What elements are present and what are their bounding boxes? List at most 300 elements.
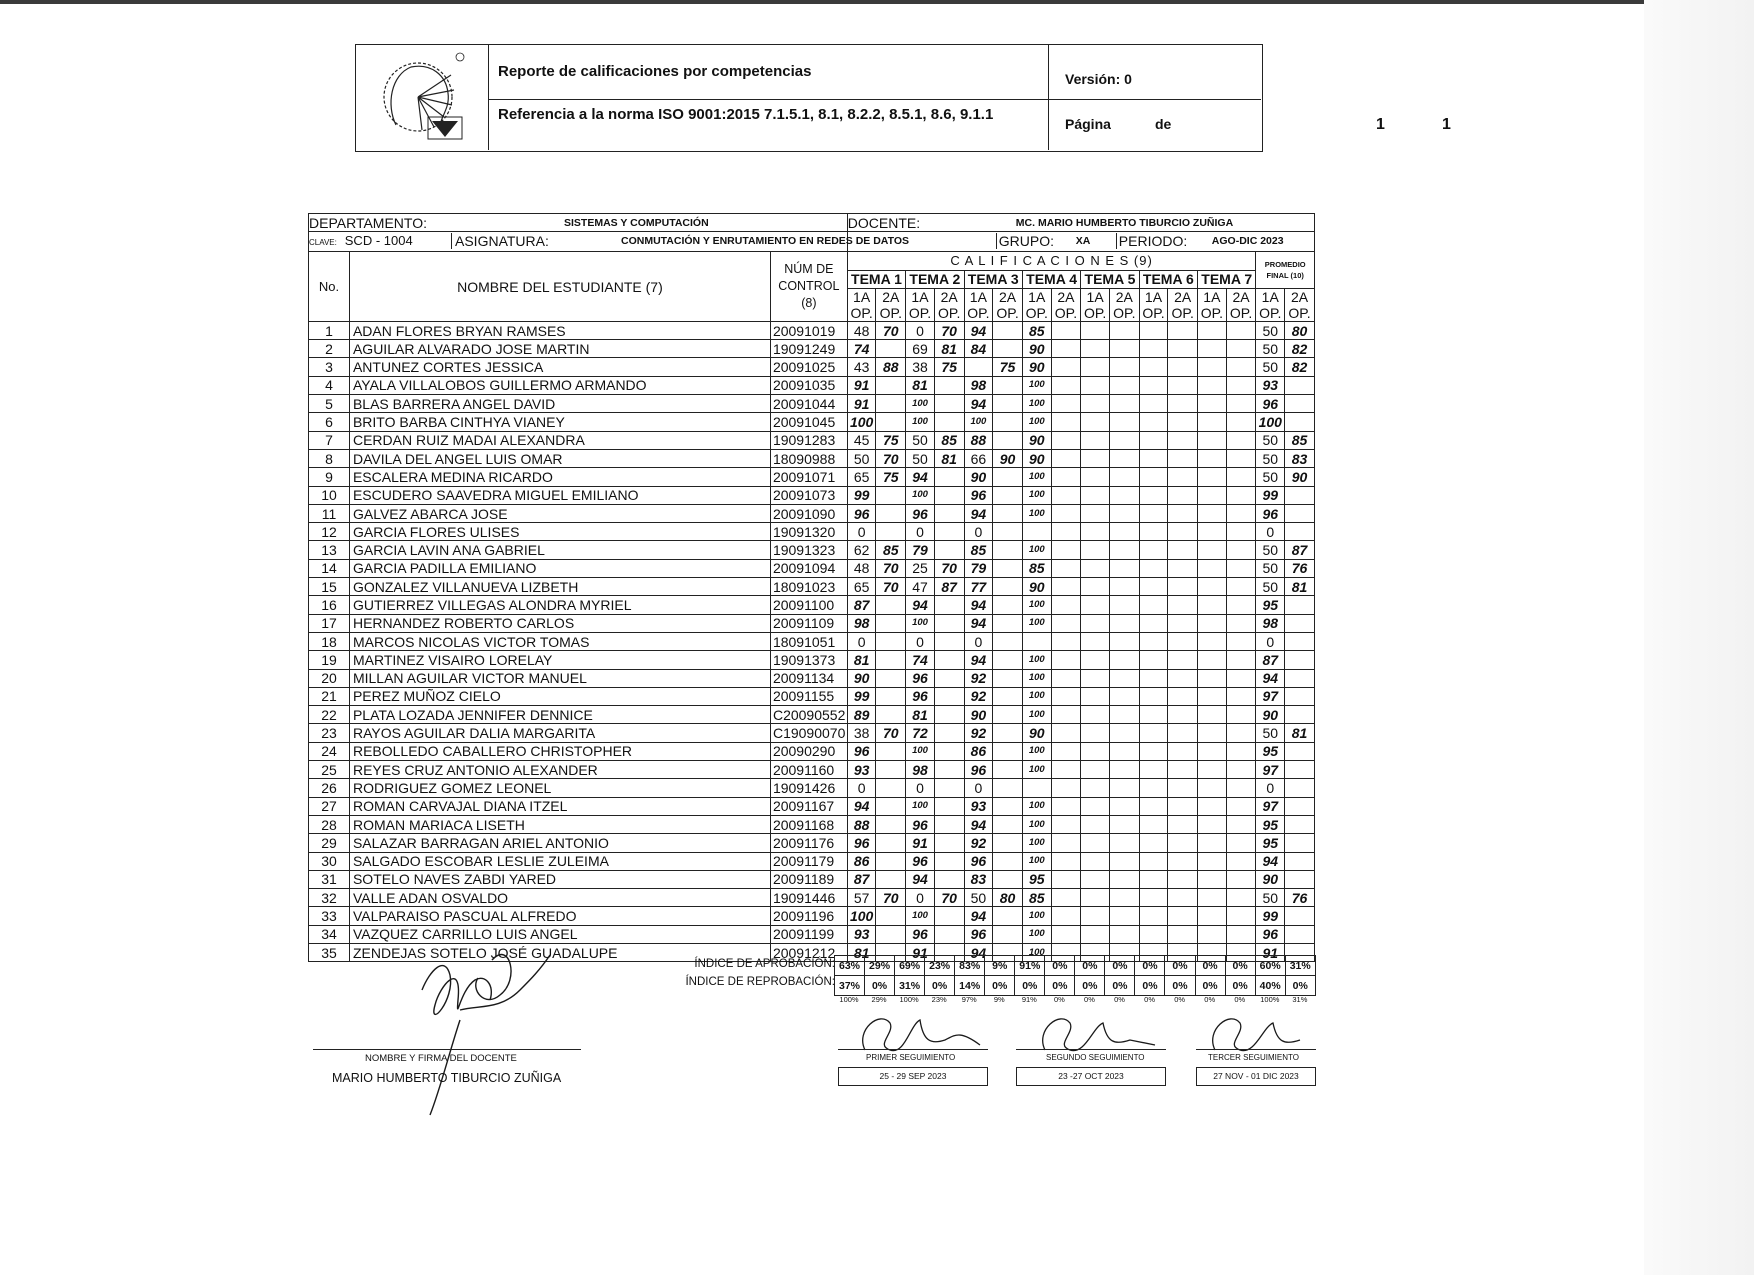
grade-cell: 81 (906, 706, 935, 724)
grade-cell (1109, 870, 1139, 888)
grade-cell (1051, 761, 1081, 779)
grade-cell (1226, 376, 1256, 394)
grade-cell: 81 (847, 943, 876, 961)
grade-cell (1168, 815, 1198, 833)
table-row (309, 358, 1315, 376)
grade-cell (1109, 724, 1139, 742)
student-name: MARTINEZ VISAIRO LORELAY (349, 651, 770, 669)
grade-cell (1081, 541, 1110, 559)
grade-cell (1051, 449, 1081, 467)
grade-cell (934, 834, 964, 852)
grade-cell (1168, 431, 1198, 449)
table-row (309, 449, 1315, 467)
grade-cell (1109, 614, 1139, 632)
scan-edge (0, 0, 1754, 4)
reprobacion-value: 14% (955, 976, 985, 996)
grade-cell: 100 (1022, 504, 1051, 522)
grade-cell (1051, 376, 1081, 394)
grade-cell: 100 (906, 413, 935, 431)
grade-cell: 0 (964, 779, 993, 797)
departamento-label: DEPARTAMENTO: (309, 214, 427, 231)
tema-header-2: TEMA 2 (906, 270, 964, 288)
grade-cell (934, 852, 964, 870)
grade-cell (1198, 523, 1227, 541)
grade-cell: 94 (964, 907, 993, 925)
aprobacion-value: 0% (1045, 956, 1075, 976)
grade-cell: 50 (1256, 340, 1285, 358)
grade-cell: 50 (1256, 578, 1285, 596)
grade-cell (1198, 376, 1227, 394)
grade-cell (1051, 907, 1081, 925)
grade-cell (1226, 596, 1256, 614)
periodo-value: AGO-DIC 2023 (1211, 235, 1284, 248)
grade-cell: 100 (1022, 706, 1051, 724)
grade-cell: 89 (847, 706, 876, 724)
grade-cell (993, 907, 1023, 925)
grade-cell (1139, 541, 1168, 559)
grade-cell (1226, 651, 1256, 669)
grade-cell (1168, 925, 1198, 943)
grade-cell (993, 431, 1023, 449)
control-number: 20091044 (770, 395, 847, 413)
pagina-label: Página (1065, 116, 1111, 132)
grade-cell: 99 (847, 687, 876, 705)
grade-cell: 70 (876, 889, 906, 907)
aprobacion-value: 91% (1015, 956, 1045, 976)
grade-cell (876, 614, 906, 632)
control-number: 20091025 (770, 358, 847, 376)
grade-cell: 0 (906, 321, 935, 339)
grade-cell: 94 (964, 504, 993, 522)
grade-cell (1226, 687, 1256, 705)
grade-cell (1285, 376, 1315, 394)
grade-cell: 70 (934, 321, 964, 339)
clave-value: SCD - 1004 (344, 233, 413, 249)
grade-cell (1139, 504, 1168, 522)
table-row (309, 889, 1315, 907)
student-name: ZENDEJAS SOTELO JOSÉ GUADALUPE (349, 943, 770, 961)
grade-cell: 50 (1256, 468, 1285, 486)
grade-cell (876, 486, 906, 504)
grade-cell (934, 376, 964, 394)
row-number: 29 (309, 834, 350, 852)
grade-cell: 0 (906, 889, 935, 907)
row-number: 1 (309, 321, 350, 339)
grade-cell (1051, 340, 1081, 358)
grade-cell (1285, 907, 1315, 925)
grade-cell: 94 (1256, 852, 1285, 870)
op-header-2: 2A OP. (993, 288, 1023, 321)
grade-cell: 100 (1022, 815, 1051, 833)
table-row (309, 669, 1315, 687)
table-row (309, 486, 1315, 504)
grade-cell (1022, 632, 1051, 650)
row-number: 3 (309, 358, 350, 376)
grade-cell (993, 614, 1023, 632)
row-number: 4 (309, 376, 350, 394)
grade-cell (1051, 504, 1081, 522)
grade-cell (1226, 395, 1256, 413)
reprobacion-value: 0% (1285, 976, 1315, 996)
grade-cell: 97 (1256, 797, 1285, 815)
grade-cell: 0 (1256, 632, 1285, 650)
grade-cell (993, 742, 1023, 760)
grade-cell (1081, 358, 1110, 376)
grade-cell (1051, 815, 1081, 833)
grade-cell (876, 925, 906, 943)
op-header-2: 2A OP. (876, 288, 906, 321)
departamento-value: SISTEMAS Y COMPUTACIÓN (564, 217, 709, 229)
grade-cell (1139, 779, 1168, 797)
grade-cell: 99 (1256, 907, 1285, 925)
grade-cell (993, 578, 1023, 596)
grade-cell (1139, 358, 1168, 376)
grade-cell (1051, 724, 1081, 742)
grade-cell (1081, 340, 1110, 358)
grade-cell: 98 (964, 376, 993, 394)
grade-cell (993, 834, 1023, 852)
grade-cell (1139, 596, 1168, 614)
grade-cell (1198, 614, 1227, 632)
grade-cell (934, 468, 964, 486)
grade-cell: 90 (964, 706, 993, 724)
grade-cell: 99 (847, 486, 876, 504)
control-number: 19091373 (770, 651, 847, 669)
grade-cell (1226, 889, 1256, 907)
control-number: 20091019 (770, 321, 847, 339)
grade-cell (993, 541, 1023, 559)
grade-cell: 80 (1285, 321, 1315, 339)
grade-cell (1109, 687, 1139, 705)
reprobacion-value: 0% (1225, 976, 1255, 996)
grade-cell: 95 (1022, 870, 1051, 888)
row-number: 10 (309, 486, 350, 504)
docente-label: DOCENTE: (847, 214, 921, 231)
control-number: 20091167 (770, 797, 847, 815)
control-number: 20091155 (770, 687, 847, 705)
table-row (309, 614, 1315, 632)
grade-cell (1198, 779, 1227, 797)
student-name: ROMAN CARVAJAL DIANA ITZEL (349, 797, 770, 815)
grade-cell (1198, 596, 1227, 614)
grade-cell: 82 (1285, 340, 1315, 358)
grade-cell (934, 596, 964, 614)
grade-cell: 96 (964, 925, 993, 943)
grade-cell (1081, 559, 1110, 577)
grade-cell: 94 (906, 596, 935, 614)
grade-cell (1168, 614, 1198, 632)
grade-cell: 96 (906, 852, 935, 870)
grade-cell: 48 (847, 321, 876, 339)
reprobacion-value: 0% (1105, 976, 1135, 996)
grade-cell (1109, 559, 1139, 577)
total-value: 0% (1053, 995, 1065, 1004)
grade-cell (993, 413, 1023, 431)
op-header-1: 1A OP. (847, 288, 876, 321)
grade-cell (934, 651, 964, 669)
student-name: GARCIA FLORES ULISES (349, 523, 770, 541)
grade-cell (934, 742, 964, 760)
total-value: 23% (931, 995, 947, 1004)
grade-cell: 0 (847, 523, 876, 541)
grade-cell (1051, 468, 1081, 486)
grade-cell (1226, 742, 1256, 760)
grade-cell (1139, 376, 1168, 394)
grade-cell (1051, 321, 1081, 339)
table-row (309, 523, 1315, 541)
grade-cell: 100 (1022, 852, 1051, 870)
grade-cell: 85 (1022, 559, 1051, 577)
grade-cell: 0 (847, 779, 876, 797)
aprobacion-value: 0% (1135, 956, 1165, 976)
grade-cell (876, 742, 906, 760)
op-header-1: 1A OP. (1198, 288, 1227, 321)
control-number: 20091196 (770, 907, 847, 925)
grade-cell: 75 (876, 431, 906, 449)
grupo-value: XA (1075, 235, 1091, 248)
grade-cell (993, 596, 1023, 614)
op-header-1: 1A OP. (1139, 288, 1168, 321)
grade-cell (1285, 706, 1315, 724)
aprobacion-row (835, 956, 1316, 976)
grade-cell (1226, 669, 1256, 687)
row-number: 18 (309, 632, 350, 650)
grade-cell (934, 815, 964, 833)
table-row (309, 724, 1315, 742)
grade-cell: 91 (906, 834, 935, 852)
aprobacion-value: 0% (1225, 956, 1255, 976)
grade-cell (1285, 486, 1315, 504)
grade-cell (934, 925, 964, 943)
grade-cell: 100 (1022, 395, 1051, 413)
grade-cell (876, 907, 906, 925)
grade-cell (1109, 504, 1139, 522)
grade-cell: 82 (1285, 358, 1315, 376)
grade-cell: 85 (876, 541, 906, 559)
grade-cell (1226, 706, 1256, 724)
grade-cell (1139, 395, 1168, 413)
grade-cell: 95 (1256, 596, 1285, 614)
control-number: 18090988 (770, 449, 847, 467)
grade-cell (876, 632, 906, 650)
grade-cell (993, 504, 1023, 522)
reprobacion-value: 0% (1135, 976, 1165, 996)
grade-cell: 92 (964, 724, 993, 742)
table-row (309, 706, 1315, 724)
student-name: ROMAN MARIACA LISETH (349, 815, 770, 833)
control-number: C20090552 (770, 706, 847, 724)
col-promedio: PROMEDIO FINAL (10) (1256, 252, 1315, 289)
grade-cell (1226, 486, 1256, 504)
seg1-label: PRIMER SEGUIMIENTO (866, 1053, 956, 1062)
grade-cell: 93 (1256, 376, 1285, 394)
op-header-2: 2A OP. (1285, 288, 1315, 321)
grade-cell: 88 (847, 815, 876, 833)
table-row (309, 376, 1315, 394)
version-cell (1048, 45, 1261, 100)
grade-cell: 75 (934, 358, 964, 376)
grade-cell (1285, 504, 1315, 522)
control-number: 20091073 (770, 486, 847, 504)
grade-cell: 98 (906, 761, 935, 779)
grade-cell (1109, 376, 1139, 394)
control-number: 20091179 (770, 852, 847, 870)
docente-value: MC. MARIO HUMBERTO TIBURCIO ZUÑIGA (1015, 217, 1234, 229)
grade-cell (1081, 852, 1110, 870)
grade-cell (1168, 761, 1198, 779)
grade-cell: 95 (1256, 815, 1285, 833)
grade-cell (876, 395, 906, 413)
grade-cell: 65 (847, 578, 876, 596)
grade-cell (1139, 761, 1168, 779)
student-name: SALGADO ESCOBAR LESLIE ZULEIMA (349, 852, 770, 870)
grade-cell (1198, 925, 1227, 943)
grade-cell (934, 706, 964, 724)
grade-cell (1198, 541, 1227, 559)
table-row (309, 815, 1315, 833)
scan-margin (1644, 0, 1754, 1275)
grade-cell (1081, 376, 1110, 394)
grade-cell (1139, 413, 1168, 431)
table-row (309, 742, 1315, 760)
grade-cell: 25 (906, 559, 935, 577)
row-number: 19 (309, 651, 350, 669)
grade-cell: 70 (876, 321, 906, 339)
grade-cell (1051, 614, 1081, 632)
grade-cell: 100 (847, 907, 876, 925)
grade-cell (1168, 504, 1198, 522)
grade-cell: 0 (1256, 523, 1285, 541)
page-total: 1 (1442, 116, 1451, 133)
grade-cell: 98 (847, 614, 876, 632)
grade-cell: 91 (847, 395, 876, 413)
grade-cell (1109, 779, 1139, 797)
grade-cell (876, 870, 906, 888)
control-number: 20091035 (770, 376, 847, 394)
grade-cell: 94 (964, 943, 993, 961)
aprobacion-label: ÍNDICE DE APROBACIÓN: (694, 958, 835, 970)
grade-cell: 90 (1285, 468, 1315, 486)
student-name: VALPARAISO PASCUAL ALFREDO (349, 907, 770, 925)
grade-cell: 96 (906, 925, 935, 943)
row-number: 5 (309, 395, 350, 413)
grade-cell: 0 (964, 523, 993, 541)
row-number: 13 (309, 541, 350, 559)
version-label: Versión: 0 (1065, 71, 1132, 87)
meta-row-2 (309, 232, 1315, 252)
grade-cell (1051, 889, 1081, 907)
col-calificaciones: C A L I F I C A C I O N E S (9) (847, 252, 1256, 270)
grade-cell (993, 395, 1023, 413)
grade-cell (1168, 413, 1198, 431)
grade-cell: 100 (1022, 413, 1051, 431)
grade-cell (1109, 742, 1139, 760)
grade-cell: 100 (964, 413, 993, 431)
grade-cell (993, 761, 1023, 779)
grade-cell (1226, 578, 1256, 596)
grade-cell (1109, 358, 1139, 376)
report-title: Reporte de calificaciones por competencias (498, 63, 812, 80)
grade-cell (1226, 907, 1256, 925)
grade-cell (1226, 834, 1256, 852)
grade-cell: 79 (964, 559, 993, 577)
grade-cell (1051, 413, 1081, 431)
row-number: 22 (309, 706, 350, 724)
grade-cell: 90 (1022, 340, 1051, 358)
student-name: REBOLLEDO CABALLERO CHRISTOPHER (349, 742, 770, 760)
grade-cell: 76 (1285, 559, 1315, 577)
seg1-line (838, 1049, 988, 1050)
student-name: GARCIA PADILLA EMILIANO (349, 559, 770, 577)
grade-cell: 81 (847, 651, 876, 669)
grade-cell (1168, 468, 1198, 486)
grade-cell: 96 (847, 742, 876, 760)
row-number: 20 (309, 669, 350, 687)
grade-cell (1139, 870, 1168, 888)
control-number: 18091051 (770, 632, 847, 650)
tema-header-6: TEMA 6 (1139, 270, 1197, 288)
grade-cell: 50 (1256, 541, 1285, 559)
grade-cell (993, 321, 1023, 339)
student-name: HERNANDEZ ROBERTO CARLOS (349, 614, 770, 632)
grade-cell (1081, 632, 1110, 650)
grade-cell (1285, 523, 1315, 541)
control-number: 20091199 (770, 925, 847, 943)
aprobacion-value: 0% (1075, 956, 1105, 976)
grade-cell (1109, 925, 1139, 943)
table-row (309, 797, 1315, 815)
grade-cell: 90 (964, 468, 993, 486)
grade-cell: 62 (847, 541, 876, 559)
grade-cell (1051, 541, 1081, 559)
grade-cell (876, 706, 906, 724)
grade-cell: 100 (1022, 376, 1051, 394)
grade-cell (1226, 870, 1256, 888)
grade-cell: 96 (847, 504, 876, 522)
grade-cell: 97 (1256, 687, 1285, 705)
grade-cell: 94 (964, 321, 993, 339)
grade-cell (1198, 395, 1227, 413)
grade-cell: 100 (1022, 687, 1051, 705)
grade-cell: 87 (1285, 541, 1315, 559)
grade-cell (1139, 431, 1168, 449)
op-header-2: 2A OP. (1226, 288, 1256, 321)
grade-cell: 90 (1256, 706, 1285, 724)
control-number: 20091168 (770, 815, 847, 833)
row-number: 11 (309, 504, 350, 522)
grade-cell (1081, 761, 1110, 779)
grade-cell: 94 (964, 596, 993, 614)
grade-cell (1168, 852, 1198, 870)
grade-cell: 92 (964, 834, 993, 852)
row-number: 32 (309, 889, 350, 907)
grade-cell (1285, 632, 1315, 650)
student-name: ESCALERA MEDINA RICARDO (349, 468, 770, 486)
row-number: 25 (309, 761, 350, 779)
grade-cell (1285, 815, 1315, 833)
op-header-2: 2A OP. (934, 288, 964, 321)
control-number: 19091249 (770, 340, 847, 358)
grade-cell (1168, 870, 1198, 888)
grade-cell (934, 541, 964, 559)
reprobacion-value: 0% (925, 976, 955, 996)
tema-header-7: TEMA 7 (1198, 270, 1256, 288)
row-number: 2 (309, 340, 350, 358)
grade-cell (1081, 687, 1110, 705)
student-name: RAYOS AGUILAR DALIA MARGARITA (349, 724, 770, 742)
grade-cell (934, 395, 964, 413)
grade-cell (1109, 395, 1139, 413)
